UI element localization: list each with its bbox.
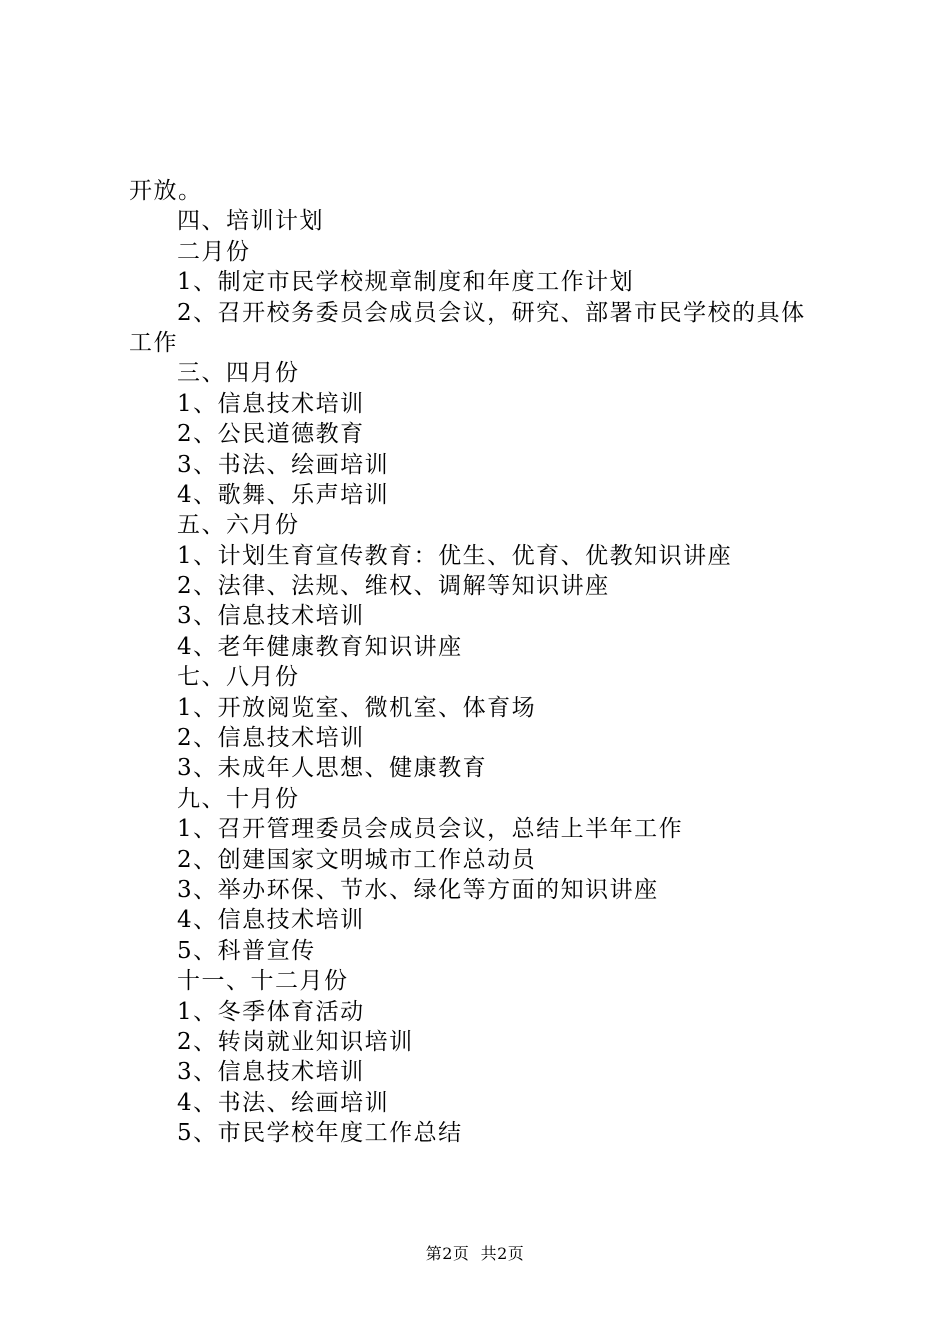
text-line: 四、培训计划 [177, 208, 324, 235]
text-line: 1、召开管理委员会成员会议，总结上半年工作 [177, 816, 684, 843]
page-number-label: 第2页 共2页 [425, 1244, 525, 1263]
text-line: 4、信息技术培训 [177, 907, 365, 934]
text-line: 3、举办环保、节水、绿化等方面的知识讲座 [177, 876, 659, 903]
text-line: 1、制定市民学校规章制度和年度工作计划 [177, 269, 635, 296]
text-line: 二月份 [177, 238, 251, 265]
text-line: 开放。 [129, 178, 203, 204]
text-line: 九、十月份 [177, 785, 300, 812]
text-line: 2、召开校务委员会成员会议，研究、部署市民学校的具体 [177, 299, 806, 326]
text-line: 工作 [129, 329, 178, 356]
text-line: 三、四月份 [177, 360, 300, 387]
text-line: 五、六月份 [177, 512, 300, 539]
text-line: 1、计划生育宣传教育：优生、优育、优教知识讲座 [177, 542, 733, 569]
text-line: 5、科普宣传 [177, 937, 316, 964]
text-line: 3、未成年人思想、健康教育 [177, 755, 488, 782]
text-line: 3、书法、绘画培训 [177, 451, 390, 478]
text-line: 2、转岗就业知识培训 [177, 1028, 414, 1055]
text-line: 5、市民学校年度工作总结 [177, 1120, 463, 1147]
text-line: 2、创建国家文明城市工作总动员 [177, 846, 537, 873]
document-body [129, 176, 849, 1149]
text-line: 2、法律、法规、维权、调解等知识讲座 [177, 573, 610, 600]
page-footer [0, 1244, 950, 1264]
text-line: 4、书法、绘画培训 [177, 1089, 390, 1116]
text-line: 1、开放阅览室、微机室、体育场 [177, 694, 537, 721]
text-line: 2、信息技术培训 [177, 725, 365, 752]
text-line: 七、八月份 [177, 664, 300, 691]
text-line: 十一、十二月份 [177, 968, 349, 995]
text-line: 4、歌舞、乐声培训 [177, 481, 390, 508]
text-line: 3、信息技术培训 [177, 603, 365, 630]
text-line: 2、公民道德教育 [177, 421, 365, 448]
text-line: 3、信息技术培训 [177, 1059, 365, 1086]
text-line: 4、老年健康教育知识讲座 [177, 633, 463, 660]
text-line: 1、信息技术培训 [177, 390, 365, 417]
text-line: 1、冬季体育活动 [177, 998, 365, 1025]
